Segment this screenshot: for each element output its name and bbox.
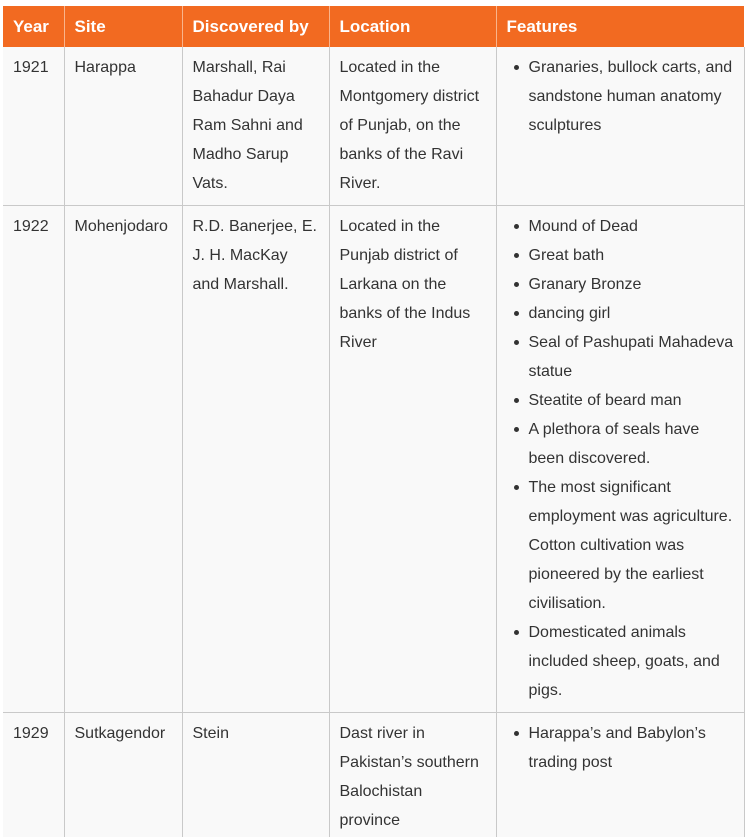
features-list bbox=[507, 53, 734, 140]
feature-item: Great bath bbox=[529, 241, 734, 270]
cell-location: Located in the Montgomery district of Punjab, on the banks of the Ravi River. bbox=[329, 47, 496, 206]
header-year: Year bbox=[3, 6, 64, 47]
cell-features bbox=[496, 47, 744, 206]
feature-item: Steatite of beard man bbox=[529, 386, 734, 415]
table-header-row bbox=[3, 6, 744, 47]
cell-year: 1921 bbox=[3, 47, 64, 206]
table-row bbox=[3, 713, 744, 837]
cell-discovered-by: Marshall, Rai Bahadur Daya Ram Sahni and Madho Sarup Vats. bbox=[182, 47, 329, 206]
header-site: Site bbox=[64, 6, 182, 47]
cell-discovered-by: Stein bbox=[182, 713, 329, 837]
header-location: Location bbox=[329, 6, 496, 47]
header-discovered-by: Discovered by bbox=[182, 6, 329, 47]
table-row bbox=[3, 206, 744, 713]
feature-item: Granary Bronze bbox=[529, 270, 734, 299]
cell-site: Harappa bbox=[64, 47, 182, 206]
cell-site: Sutkagendor bbox=[64, 713, 182, 837]
feature-item: A plethora of seals have been discovered. bbox=[529, 415, 734, 473]
features-list bbox=[507, 212, 734, 705]
feature-item: Mound of Dead bbox=[529, 212, 734, 241]
feature-item: The most significant employment was agriculture. Cotton cultivation was pioneered by the earliest civilisation. bbox=[529, 473, 734, 618]
feature-item: dancing girl bbox=[529, 299, 734, 328]
table-row bbox=[3, 47, 744, 206]
feature-item: Granaries, bullock carts, and sandstone human anatomy sculptures bbox=[529, 53, 734, 140]
feature-item: Seal of Pashupati Mahadeva statue bbox=[529, 328, 734, 386]
cell-features bbox=[496, 206, 744, 713]
feature-item: Harappa’s and Babylon’s trading post bbox=[529, 719, 734, 777]
cell-site: Mohenjodaro bbox=[64, 206, 182, 713]
header-features: Features bbox=[496, 6, 744, 47]
cell-location: Located in the Punjab district of Larkana on the banks of the Indus River bbox=[329, 206, 496, 713]
cell-year: 1922 bbox=[3, 206, 64, 713]
cell-location: Dast river in Pakistan’s southern Balochistan province bbox=[329, 713, 496, 837]
features-list bbox=[507, 719, 734, 777]
cell-year: 1929 bbox=[3, 713, 64, 837]
cell-discovered-by: R.D. Banerjee, E. J. H. MacKay and Marshall. bbox=[182, 206, 329, 713]
cell-features bbox=[496, 713, 744, 837]
feature-item: Domesticated animals included sheep, goats, and pigs. bbox=[529, 618, 734, 705]
harappan-sites-table bbox=[3, 6, 745, 837]
